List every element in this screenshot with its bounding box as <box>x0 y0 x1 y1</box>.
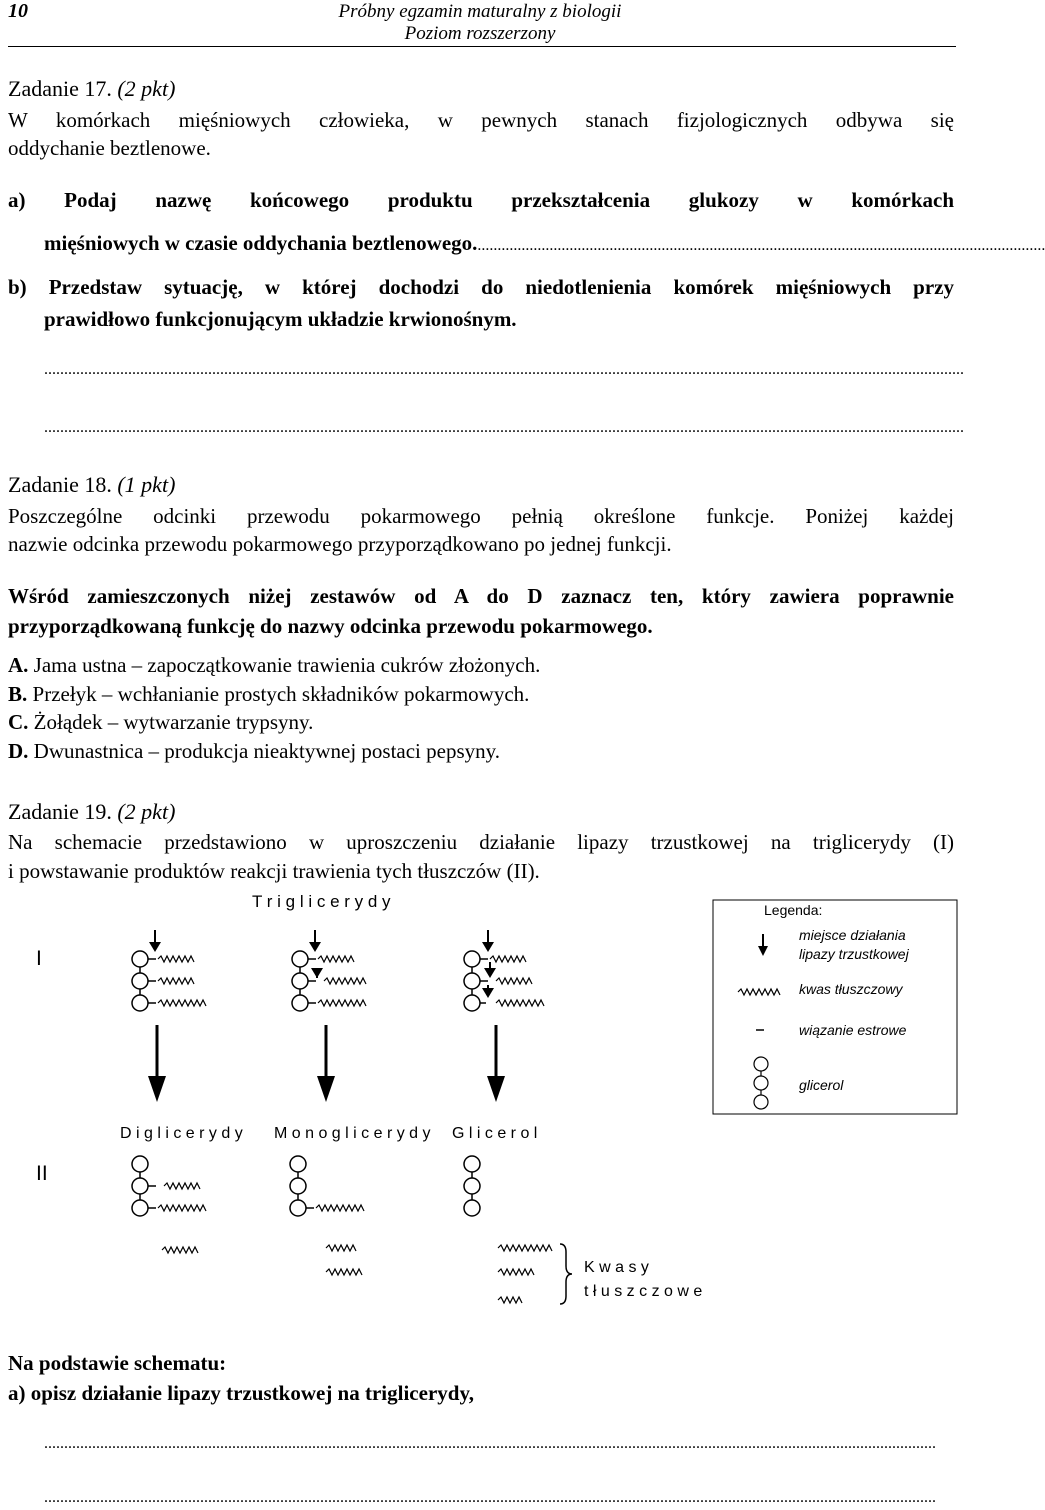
task19-question-a: a) opisz działanie lipazy trzustkowej na triglicerydy, <box>8 1381 475 1405</box>
diagram-row-label-I: I <box>36 947 42 970</box>
task17-answer-b-line-1[interactable]: ...................................................................................................................................................................................................................................... <box>44 361 964 378</box>
option-letter: D. <box>8 739 29 763</box>
task19-intro-1: Na schemacie przedstawiono w uproszczeniu działanie lipazy trzustkowej na triglicerydy (I) <box>8 830 954 854</box>
option-text: Jama ustna – zapoczątkowanie trawienia cukrów złożonych. <box>33 653 541 677</box>
option-letter: C. <box>8 710 29 734</box>
fatty-acids-brace <box>560 1244 572 1304</box>
task18-points: (1 pkt) <box>117 472 176 497</box>
free-fatty-acid-3 <box>326 1269 362 1275</box>
option-letter: A. <box>8 653 29 677</box>
monoglyceride <box>290 1156 364 1216</box>
task18-heading <box>8 472 175 498</box>
lipase-diagram <box>0 880 960 1320</box>
legend-box <box>713 900 957 1114</box>
task17-heading <box>8 76 175 102</box>
task17-answer-b-line-2[interactable]: ...................................................................................................................................................................................................................................... <box>44 419 964 436</box>
free-fatty-acid-2 <box>326 1245 356 1251</box>
legend-lipase-site-1: miejsce działania <box>799 927 906 943</box>
task18-intro-2: nazwie odcinka przewodu pokarmowego przyporządkowano po jednej funkcji. <box>8 532 672 556</box>
header-divider <box>8 46 956 47</box>
free-fatty-acid-1 <box>162 1247 198 1253</box>
legend-glycerol: glicerol <box>799 1077 844 1093</box>
task19-heading <box>8 799 175 825</box>
label-tluszczowe: t ł u s z c z o w e <box>584 1283 703 1300</box>
task17-points: (2 pkt) <box>117 76 176 101</box>
label-diglicerydy: D i g l i c e r y d y <box>120 1125 243 1142</box>
triglyceride-1 <box>132 930 206 1011</box>
task18-option-d[interactable] <box>8 738 500 764</box>
task17-intro-2: oddychanie beztlenowe. <box>8 136 211 160</box>
legend-lipase-site-2: lipazy trzustkowej <box>799 946 909 962</box>
task18-instruction-2: przyporządkowaną funkcję do nazwy odcinka przewodu pokarmowego. <box>8 614 653 638</box>
header-title: Próbny egzamin maturalny z biologii <box>338 1 622 22</box>
task19-answer-line-2[interactable]: ............................................................................................................................................................................................................................... <box>44 1489 936 1506</box>
task18-instruction-1: Wśród zamieszczonych niżej zestawów od A do D zaznacz ten, który zawiera poprawnie <box>8 584 954 608</box>
free-fatty-acid-6 <box>498 1297 522 1303</box>
label-glicerol: G l i c e r o l <box>452 1125 538 1142</box>
reaction-arrow-1 <box>148 1025 166 1102</box>
legend-ester-bond: wiązanie estrowe <box>799 1022 907 1038</box>
legend-title: Legenda: <box>764 902 823 918</box>
task19-basis: Na podstawie schematu: <box>8 1351 227 1375</box>
option-text: Przełyk – wchłanianie prostych składników pokarmowych. <box>32 682 530 706</box>
task17-intro-1: W komórkach mięśniowych człowieka, w pewnych stanach fizjologicznych odbywa się <box>8 108 954 132</box>
task17-question-b-1: b) Przedstaw sytuację, w której dochodzi do niedotlenienia komórek mięśniowych przy <box>8 275 954 299</box>
task19-points: (2 pkt) <box>117 799 176 824</box>
label-monoglicerydy: M o n o g l i c e r y d y <box>274 1125 431 1142</box>
triglyceride-3 <box>464 930 544 1011</box>
task19-answer-line-1[interactable]: ............................................................................................................................................................................................................................... <box>44 1435 936 1452</box>
page-number: 10 <box>8 0 28 22</box>
option-letter: B. <box>8 682 28 706</box>
option-text: Dwunastnica – produkcja nieaktywnej postaci pepsyny. <box>33 739 501 763</box>
diagram-title-triglicerydy: T r i g l i c e r y d y <box>252 892 391 911</box>
header-subtitle: Poziom rozszerzony <box>404 23 556 44</box>
task17-question-a-2 <box>44 230 1045 259</box>
task17-question-b-2: prawidłowo funkcjonującym układzie krwionośnym. <box>44 307 517 331</box>
task17-question-a-1: a) Podaj nazwę końcowego produktu przekształcenia glukozy w komórkach <box>8 188 954 212</box>
diagram-row-label-II: II <box>36 1162 48 1185</box>
triglyceride-2 <box>292 930 366 1011</box>
task18-option-b[interactable] <box>8 681 529 707</box>
reaction-arrow-2 <box>317 1025 335 1102</box>
label-kwasy: K w a s y <box>584 1259 649 1276</box>
free-fatty-acid-4 <box>498 1245 552 1251</box>
option-text: Żołądek – wytwarzanie trypsyny. <box>33 710 314 734</box>
task18-intro-1: Poszczególne odcinki przewodu pokarmowego pełnią określone funkcje. Poniżej każdej <box>8 504 954 528</box>
task19-title: Zadanie 19. <box>8 799 112 824</box>
task18-title: Zadanie 18. <box>8 472 112 497</box>
diglyceride <box>132 1156 206 1216</box>
task17-question-a-text: mięśniowych w czasie oddychania beztlenowego. <box>44 231 478 255</box>
task18-option-a[interactable] <box>8 652 540 678</box>
reaction-arrow-3 <box>487 1025 505 1102</box>
task19-intro-2: i powstawanie produktów reakcji trawienia tych tłuszczów (II). <box>8 859 540 883</box>
task17-title: Zadanie 17. <box>8 76 112 101</box>
task17-answer-a-field[interactable]: .............................................................................................................................................. <box>477 237 1045 254</box>
legend-fatty-acid: kwas tłuszczowy <box>799 981 903 997</box>
free-fatty-acid-5 <box>498 1269 534 1275</box>
glycerol-product <box>464 1156 480 1216</box>
task18-option-c[interactable] <box>8 709 313 735</box>
